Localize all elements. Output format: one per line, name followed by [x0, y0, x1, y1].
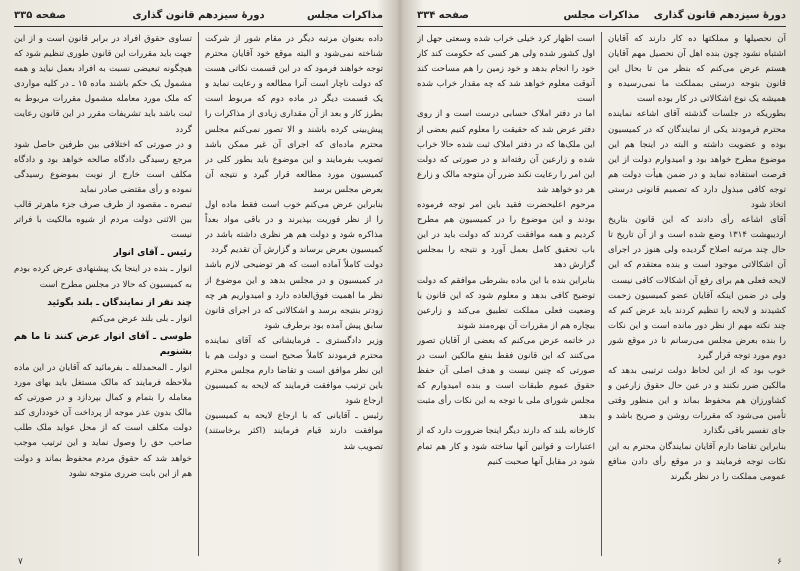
paragraph: بنابراین بنده با این ماده بشرطی موافقم که دولت توضیح کافی بدهد و معلوم شود که این قانون با وضعیت فعلی مملکت تطبیق می‌کند و زارعین بیچاره هم از مقررات آن بهره‌مند شوند [417, 275, 595, 331]
column-divider [601, 32, 602, 556]
paragraph: بنابراین عرض می‌کنم خوب است فقط ماده اول را از نظر فوریت بپذیرند و در باقی مواد بعداً مذاکره شود و دولت هم هر نظری داشته باشد در کمیسیون بعرض برساند و گزارش آن تقدیم گردد [205, 200, 383, 256]
right-page-column-right [608, 32, 786, 560]
paragraph: انوار ـ بنده در اینجا یک پیشنهادی عرض کرده بودم به کمیسیون که حالا در مجلس مطرح است [14, 264, 192, 290]
right-page-header [417, 8, 786, 27]
paragraph: تساوی حقوق افراد در برابر قانون است و از این جهت باید مقررات این قانون طوری تنظیم شود که هیچگونه تبعیضی نسبت به افراد بعمل نیاید و همه مشمول یک حکم باشند ماده ۱۵ ـ در کلیه مواردی که ملک مورد معامله مشمول مقررات مربوط به ثبت باشد باید تشریفات مقرر در این قانون رعایت گردد [14, 34, 192, 135]
left-page-number: ۷ [18, 557, 23, 567]
paragraph: داده بعنوان مرتبه دیگر در مقام شور از شرکت شناخته نمی‌شود و البته موقع خود آقایان محترم توجه خواهند فرمود که در این قسمت نکاتی هست که دولت ناچار است آنرا مطالعه و رعایت نماید و یک قسمت دیگر در ماده دوم که مربوط است بطرز کار و بعد از آن مقداری زیادی از مذاکرات را پیش‌بینی کرده باشند و الا تصور نمی‌کنم مجلس محترم ماده‌ای که اجرای آن غیر ممکن باشد تصویب بفرمایند و این موضوع باید بطور کلی در کمیسیون مورد مطالعه قرار گیرد و نتیجه آن بعرض مجلس برسد [205, 34, 383, 195]
right-header-title: دورهٔ سیزدهم قانون گذاری [653, 10, 786, 21]
paragraph: آن نحصیلها و مملکتها ده کار دارند که آقایان اشتباه نشود چون بنده اهل آن نحصیل مهم آقایان هستم عرض می‌کنم که بنظر من تا بحال این قانون بتوجه درستی بمملکت ما نمی‌رسیده و همیشه یک نوع اشکالاتی در کار بوده است [608, 34, 786, 105]
paragraph: و در صورتی که اختلافی بین طرفین حاصل شود مرجع رسیدگی دادگاه صالحه خواهد بود و دادگاه مکلف است خارج از نوبت بموضوع رسیدگی نموده و رأی مقتضی صادر نماید [14, 139, 192, 195]
paragraph: آقای اشاعه رأی دادند که این قانون بتاریخ اردیبهشت ۱۳۱۴ وضع شده است و از آن تاریخ تا حال چند مرتبه اصلاح گردیده ولی هنوز در اجرای آن اشکالاتی موجود است و بنده معتقدم که این لایحه فعلی هم برای رفع آن اشکالات کافی نیست [608, 215, 786, 286]
paragraph: در خاتمه عرض می‌کنم که بعضی از آقایان تصور می‌کنند که این قانون فقط بنفع مالکین است در صورتی که چنین نیست و هدف اصلی آن حفظ حقوق عموم طبقات است و بنده امیدوارم که مجلس شورای ملی با توجه به این نکات رأی مثبت بدهد [417, 335, 595, 422]
paragraph: بنابراین تقاضا دارم آقایان نمایندگان محترم به این نکات توجه فرمایند و در موقع رأی دادن منافع عمومی مملکت را در نظر بگیرند [608, 441, 786, 482]
left-header-page-label: صفحه ۳۳۵ [14, 10, 66, 21]
right-page-column-left [417, 32, 595, 560]
paragraph: رئیس ـ آقایانی که با ارجاع لایحه به کمیسیون موافقت دارند قیام فرمایند (اکثر برخاستند) تصویب شد [205, 411, 383, 452]
paragraph: کارخانه بلند که دارند دیگر اینجا ضرورت دارد که از اعتبارات و قوانین آنها ساخته شود و کار هم تمام شود در مقابل آنها صحبت کنیم [417, 426, 595, 467]
paragraph: است اظهار کرد خیلی خراب شده وسعتی جهل از اول کشور شده ولی هر کسی که حکومت کند کار خود را انجام بدهد و خود زمین را هم مساحت کند آنوقت معلوم خواهد شد که چه مقدار خراب شده است [417, 34, 595, 105]
paragraph: دولت کاملاً آماده است که هر توضیحی لازم باشد در کمیسیون و در مجلس بدهد و این موضوع از نظر ما اهمیت فوق‌العاده دارد و امیدواریم هر چه زودتر بنتیجه برسد و اشکالاتی که در اجرای قانون سابق پیش آمده بود برطرف شود [205, 260, 383, 331]
left-header-section: مذاکرات مجلس [306, 10, 383, 21]
left-page [0, 0, 397, 571]
right-header-page-label: صفحه ۳۳۴ [417, 10, 469, 21]
paragraph: وزیر دادگستری ـ فرمایشاتی که آقای نماینده محترم فرمودند کاملاً صحیح است و دولت هم با این نظر موافق است و تقاضا دارم مجلس محترم باین ترتیب موافقت فرمایند که لایحه به کمیسیون ارجاع شود [205, 335, 383, 407]
left-page-column-right [205, 32, 383, 560]
paragraph: انوار ـ المحمدلله ـ بفرمائید که آقایان در این ماده ملاحظه فرمایند که مالک مستغل باید بهای مورد معامله را بتمام و کمال بپردازد و در صورتی که مالک بدون عذر موجه از پرداخت آن خودداری کند دولت مکلف است که از محل عواید ملک طلب صاحب حق را وصول نماید و این ترتیب موجب خواهد شد که حقوق مردم محفوظ بماند و دولت هم از این بابت ضرری متوجه نشود [14, 362, 192, 479]
paragraph: خوب بود که از این لحاظ دولت ترتیبی بدهد که مالکین ضرر نکنند و در عین حال حقوق زارعین و کشاورزان هم محفوظ بماند و این منظور وقتی تأمین می‌شود که مقررات روشن و صریح باشد و جای تفسیر باقی نگذارد [608, 366, 786, 437]
column-divider [198, 32, 199, 556]
paragraph: اما در دفتر املاک حسابی درست است و از روی دفتر عرض شد که حقیقت را معلوم کنیم بعضی از این ملک‌ها که در دفتر املاک ثبت شده حالا خراب شده و زارعین آن رفته‌اند و در صورتی که دولت این امر را رعایت نکند ضرر آن متوجه مالک و زارع هر دو خواهد شد [417, 109, 595, 195]
speaker-line: چند نفر از نمایندگان ـ بلند بگوئید [47, 297, 192, 308]
speaker-line: طوسی ـ آقای انوار عرض کنند تا ما هم بشنویم [14, 331, 192, 357]
right-header-section: مذاکرات مجلس [563, 10, 640, 21]
paragraph: مرحوم اعلیحضرت فقید باین امر توجه فرموده بودند و این موضوع را در کمیسیون هم مطرح کردیم و همه موافقت کردند که دولت باید در این باب تحقیق کامل بعمل آورد و نتیجه را بمجلس گزارش دهد [417, 200, 595, 271]
right-page [403, 0, 800, 571]
left-header-title: دورهٔ سیزدهم قانون گذاری [132, 10, 265, 21]
left-page-header [14, 8, 383, 27]
left-page-column-left [14, 32, 192, 560]
paragraph: ولی در ضمن اینکه آقایان عضو کمیسیون زحمت کشیدند و لایحه را تنظیم کردند باید عرض کنم که چند نکته مهم از نظر دور مانده است و این نکات را بنده بعرض مجلس می‌رسانم تا در موقع شور دوم مورد توجه قرار گیرد [608, 290, 786, 361]
speaker-line: رئیس ـ آقای انوار [113, 248, 192, 259]
paragraph: تبصره ـ مقصود از طرف صرف جزء ماهرتر قالب بین الاثنی دولت مردم از شیوه مالکیت با فراتر نیست [14, 200, 192, 241]
right-page-number: ۶ [777, 557, 782, 567]
paragraph: بطوریکه در جلسات گذشته آقای اشاعه نماینده محترم فرمودند یکی از نمایندگان که در کمیسیون بوده و عضویت داشته و البته در اینجا هم این موضوع مطرح خواهد بود و امیدوارم دولت از این فرصت استفاده نماید و در ضمن هیأت دولت هم توجه کافی مبذول دارد که تصمیم قانونی درستی اتخاذ شود [608, 109, 786, 211]
paragraph: انوار ـ بلی بلند عرض می‌کنم [90, 313, 192, 324]
